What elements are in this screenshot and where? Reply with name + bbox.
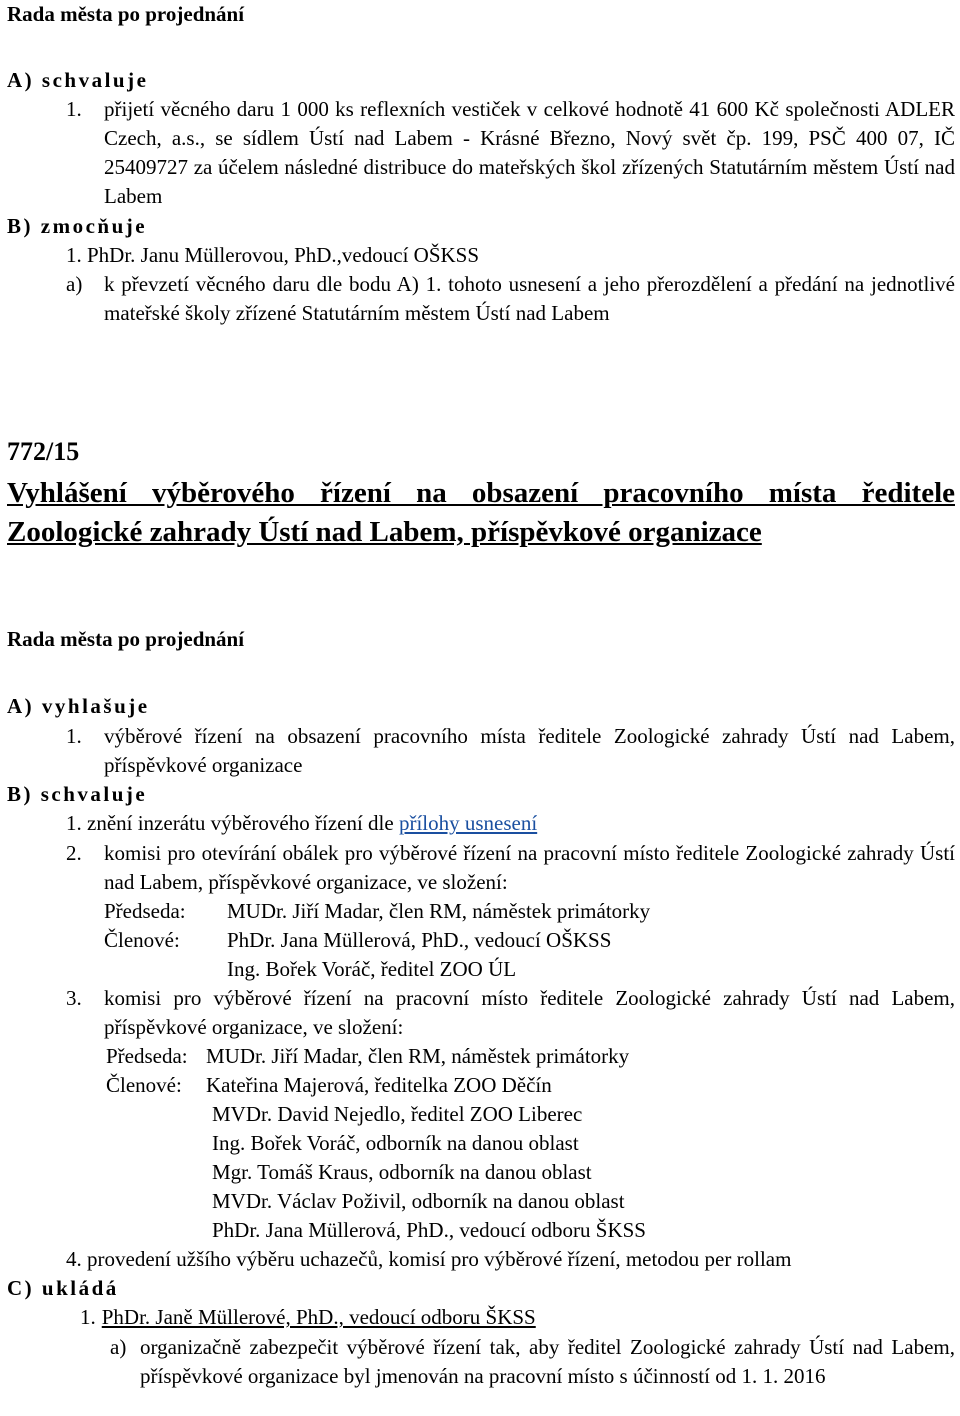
chair-label: Předseda: xyxy=(104,899,186,923)
sub-item-label: a) xyxy=(110,1335,127,1359)
sub-item-label: a) xyxy=(66,272,83,296)
item-number: 2. xyxy=(66,841,82,865)
section-label-c: C) ukládá xyxy=(7,1276,119,1300)
resolution-title: Vyhlášení výběrového řízení na obsazení pracovního místa ředitele Zoologické zahrady Ústí nad Labem, příspěvkové organizace xyxy=(7,477,955,548)
section-label-a: A) vyhlašuje xyxy=(7,694,150,718)
sub-item-text: k převzetí věcného daru dle bodu A) 1. tohoto usnesení a jeho přerozdělení a předání na jednotlivé mateřské školy zřízené Statutárním městem Ústí nad Labem xyxy=(104,272,955,325)
sub-item xyxy=(110,1333,955,1391)
section-label-a: A) schvaluje xyxy=(7,68,149,92)
member: Ing. Bořek Voráč, ředitel ZOO ÚL xyxy=(227,957,517,981)
member: MVDr. Václav Poživil, odborník na danou oblast xyxy=(212,1189,625,1213)
item-text: přijetí věcného daru 1 000 ks reflexních vestiček v celkové hodnotě 41 600 Kč společnosti ADLER Czech, a.s., se sídlem Ústí nad Labem - Krásné Březno, Nový svět čp. 199, PSČ 400 07, IČ 25409727 za účelem následné distribuce do mateřských škol zřízených Statutárním městem Ústí nad Labem xyxy=(104,97,955,208)
item-text: PhDr. Janě Müllerové, PhD., vedoucí odboru ŠKSS xyxy=(101,1305,536,1329)
list-item xyxy=(66,95,955,211)
item-text: komisi pro otevírání obálek pro výběrové řízení na pracovní místo ředitele Zoologické zahrady Ústí nad Labem, příspěvkové organizace, ve složení: xyxy=(104,841,955,894)
members-label: Členové: xyxy=(104,928,180,952)
chair-label: Předseda: xyxy=(106,1044,188,1068)
list-item xyxy=(66,809,537,838)
item-number: 1. xyxy=(66,724,82,748)
list-item xyxy=(80,1303,536,1332)
item-number: 3. xyxy=(66,986,82,1010)
chair-name: MUDr. Jiří Madar, člen RM, náměstek primátorky xyxy=(206,1044,630,1068)
member: Ing. Bořek Voráč, odborník na danou oblast xyxy=(212,1131,579,1155)
item-number: 1. xyxy=(80,1305,96,1329)
section-heading: Rada města po projednání xyxy=(7,627,245,651)
sub-item-text: organizačně zabezpečit výběrové řízení tak, aby ředitel Zoologické zahrady Ústí nad Labem, příspěvkové organizace byl jmenován na pracovní místo s účinností od 1. 1. 2016 xyxy=(140,1335,955,1388)
member: Mgr. Tomáš Kraus, odborník na danou oblast xyxy=(212,1160,592,1184)
member: PhDr. Jana Müllerová, PhD., vedoucí odboru ŠKSS xyxy=(212,1218,646,1242)
list-item: 4. provedení užšího výběru uchazečů, komisí pro výběrové řízení, metodou per rollam xyxy=(66,1247,792,1271)
committee-chair xyxy=(106,1042,629,1071)
section-heading: Rada města po projednání xyxy=(7,2,245,26)
committee-members xyxy=(106,1071,552,1100)
section-label-b: B) schvaluje xyxy=(7,782,148,806)
list-item: 1. PhDr. Janu Müllerovou, PhD.,vedoucí OŠKSS xyxy=(66,243,480,267)
attachment-link[interactable]: přílohy usnesení xyxy=(398,811,538,835)
list-item xyxy=(66,839,955,897)
committee-chair xyxy=(104,897,650,926)
list-item xyxy=(66,722,955,780)
chair-name: MUDr. Jiří Madar, člen RM, náměstek primátorky xyxy=(227,899,651,923)
section-label-b: B) zmocňuje xyxy=(7,214,148,238)
list-item xyxy=(66,984,955,1042)
resolution-number: 772/15 xyxy=(7,437,80,466)
item-text: 1. znění inzerátu výběrového řízení dle xyxy=(66,811,399,835)
committee-members xyxy=(104,926,611,955)
members-label: Členové: xyxy=(106,1073,182,1097)
sub-item xyxy=(66,270,955,328)
member: MVDr. David Nejedlo, ředitel ZOO Liberec xyxy=(212,1102,583,1126)
member: Kateřina Majerová, ředitelka ZOO Děčín xyxy=(206,1073,552,1097)
member: PhDr. Jana Müllerová, PhD., vedoucí OŠKSS xyxy=(227,928,612,952)
item-text: výběrové řízení na obsazení pracovního místa ředitele Zoologické zahrady Ústí nad Labem, příspěvkové organizace xyxy=(104,724,955,777)
item-number: 1. xyxy=(66,97,82,121)
item-text: komisi pro výběrové řízení na pracovní místo ředitele Zoologické zahrady Ústí nad Labem, příspěvkové organizace, ve složení: xyxy=(104,986,955,1039)
